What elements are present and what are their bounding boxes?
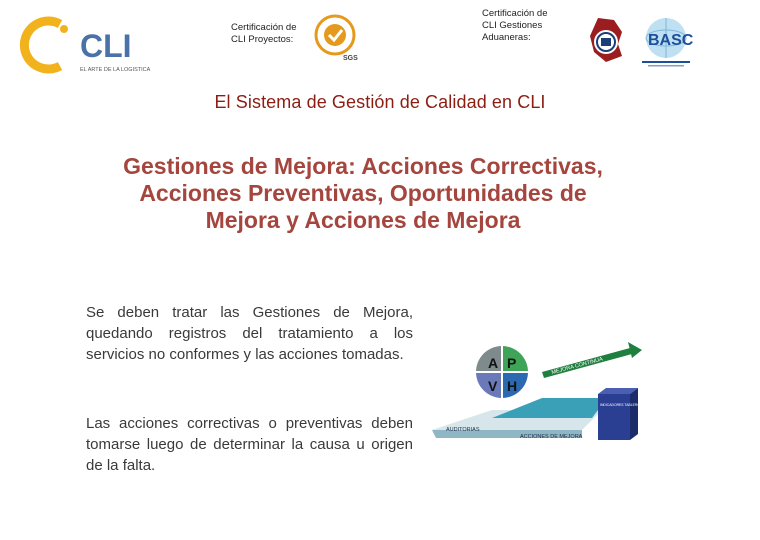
sgs-text: SGS — [343, 55, 358, 62]
heading-line: Acciones Preventivas, Oportunidades de — [139, 180, 587, 206]
pdca-figure — [432, 318, 687, 444]
ramp-label: ACCIONES DE MEJORA — [520, 434, 583, 440]
quadrant-h-label: H — [507, 378, 518, 394]
body-paragraph: Se deben tratar las Gestiones de Mejora, quedando registros del tratamiento a los servicios no conformes y las acciones tomadas. — [86, 304, 413, 363]
heading-line: Gestiones de Mejora: Acciones Correctivas, — [123, 153, 603, 179]
pdca-wheel — [474, 344, 530, 400]
logo-tagline: EL ARTE DE LA LOGISTICA — [80, 67, 151, 73]
sgs-seal-icon — [313, 14, 357, 62]
audit-label: AUDITORIAS — [446, 427, 480, 433]
logo-c-arc — [24, 21, 60, 69]
body-paragraph: Las acciones correctivas o preventivas deben tomarse luego de determinar la causa u origen de la falta. — [86, 415, 413, 474]
arrow-label: MEJORA CONTINUA — [550, 356, 604, 376]
quadrant-v-label: V — [488, 378, 498, 394]
page-title: El Sistema de Gestión de Calidad en CLI — [214, 92, 546, 112]
box-side — [630, 388, 638, 440]
quadrant-a-label: A — [488, 355, 499, 371]
quadrant-p-label: P — [507, 355, 517, 371]
indicator-box — [598, 394, 630, 440]
improvement-ramp — [492, 398, 607, 418]
logo-dot — [60, 25, 68, 33]
heading-line: Mejora y Acciones de Mejora — [205, 207, 521, 233]
basc-logo — [638, 14, 694, 70]
basc-text: BASC — [648, 32, 694, 49]
cert-customs-label: Certificación de CLI Gestiones Aduaneras: — [482, 8, 548, 43]
box-label: INDICADORES TABLERO DE CONTROL Y PROCESOS — [600, 403, 687, 407]
customs-emblem-icon — [584, 14, 628, 64]
cert-projects-label: Certificación de CLI Proyectos: — [231, 22, 297, 45]
cli-logo — [14, 14, 162, 76]
logo-text: CLI — [80, 28, 132, 64]
main-heading — [40, 153, 686, 234]
